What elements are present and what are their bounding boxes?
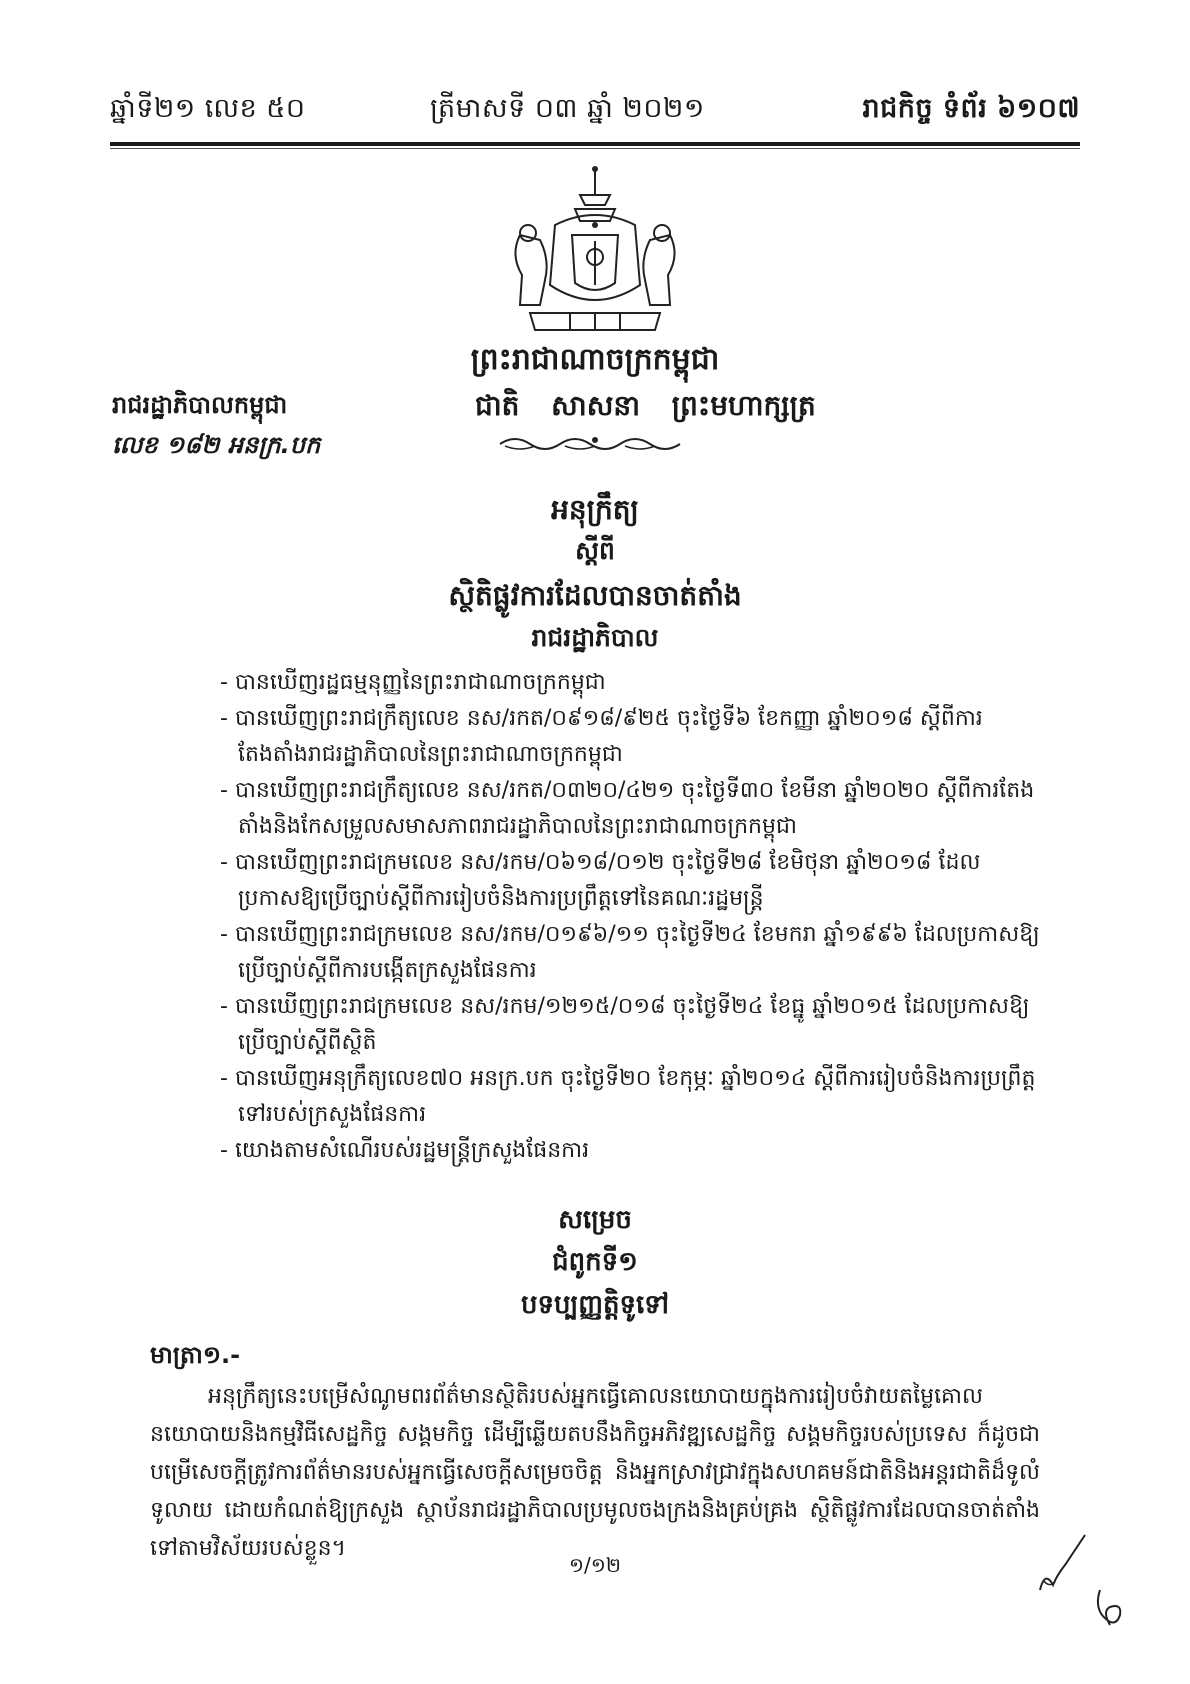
document-about: ស្តីពី: [575, 536, 615, 565]
header-rule: [110, 142, 1080, 146]
header-rule-thin: [110, 148, 1080, 149]
recital-item: - បានឃើញព្រះរាជក្រឹត្យលេខ នស/រកត/០៩១៨/៩២៥ ចុះថ្ងៃទី៦ ខែកញ្ញា ឆ្នាំ២០១៨ ស្តីពីការតែងតាំងរាជរដ្ឋាភិបាលនៃព្រះរាជាណាចក្រកម្ពុជា: [220, 706, 983, 767]
recital-item: - បានឃើញរដ្ឋធម្មនុញ្ញនៃព្រះរាជាណាចក្រកម្ពុជា: [220, 670, 606, 695]
recital-item: - បានឃើញព្រះរាជក្រមលេខ នស/រកម/១២១៥/០១៨ ចុះថ្ងៃទី២៤ ខែធ្នូ ឆ្នាំ២០១៥ ដែលប្រកាសឱ្យប្រើច្បាប់ស្តីពីស្ថិតិ: [220, 994, 1030, 1055]
page-number: ១/១២: [568, 1553, 622, 1577]
recitals-list: [220, 665, 1040, 1169]
ornament-divider-icon: [495, 432, 695, 454]
document-type: អនុក្រឹត្យ: [551, 493, 639, 526]
handwritten-mark-icon: [1090, 1585, 1130, 1635]
recital-item: - យោងតាមសំណើរបស់រដ្ឋមន្ត្រីក្រសួងផែនការ: [220, 1138, 590, 1163]
kingdom-title: ព្រះរាជាណាចក្រកម្ពុជា: [470, 342, 720, 377]
gazette-issue: ឆ្នាំទី២១ លេខ ៥០: [110, 93, 306, 124]
handwritten-initials-icon: [1035, 1530, 1090, 1600]
recital-item: - បានឃើញព្រះរាជក្រមលេខ នស/រកម/០៦១៨/០១២ ចុះថ្ងៃទី២៨ ខែមិថុនា ឆ្នាំ២០១៨ ដែលប្រកាសឱ្យប្រើច្បាប់ស្តីពីការរៀបចំនិងការប្រព្រឹត្តទៅនៃគណៈរដ្ឋមន្ត្រី: [220, 850, 981, 911]
royal-coat-of-arms-icon: [500, 165, 690, 335]
document-number: លេខ ១៨២ អនក្រ.បក: [112, 431, 321, 459]
gazette-quarter: ត្រីមាសទី ០៣ ឆ្នាំ ២០២១: [430, 93, 705, 124]
recital-item: - បានឃើញអនុក្រឹត្យលេខ៧០ អនក្រ.បក ចុះថ្ងៃទី២០ ខែកុម្ភៈ ឆ្នាំ២០១៤ ស្តីពីការរៀបចំនិងការប្រព្រឹត្តទៅរបស់ក្រសួងផែនការ: [220, 1066, 1036, 1127]
issuer-name: រាជរដ្ឋាភិបាលកម្ពុជា: [112, 391, 288, 419]
article-label: មាត្រា១.-: [150, 1341, 241, 1369]
national-motto: ជាតិ សាសនា ព្រះមហាក្សត្រ: [475, 389, 816, 422]
article-text: អនុក្រឹត្យនេះបម្រើសំណូមពរព័ត៌មានស្ថិតិរបស់អ្នកធ្វើគោលនយោបាយក្នុងការរៀបចំវាយតម្លៃគោលនយោបាយនិងកម្មវិធីសេដ្ឋកិច្ច សង្គមកិច្ច ដើម្បីឆ្លើយតបនឹងកិច្ចអភិវឌ្ឍសេដ្ឋកិច្ច សង្គមកិច្ចរបស់ប្រទេស ក៏ដូចជាបម្រើសេចក្តីត្រូវការព័ត៌មានរបស់អ្នកធ្វើសេចក្តីសម្រេចចិត្ត និងអ្នកស្រាវជ្រាវក្នុងសហគមន៍ជាតិនិងអន្តរជាតិដ៏ទូលំទូលាយ ដោយកំណត់ឱ្យក្រសួង ស្ថាប័នរាជរដ្ឋាភិបាលប្រមូលចងក្រងនិងគ្រប់គ្រង ស្ថិតិផ្លូវការដែលបានចាត់តាំងទៅតាមវិស័យរបស់ខ្លួន។: [150, 1384, 1040, 1561]
recital-item: - បានឃើញព្រះរាជក្រឹត្យលេខ នស/រកត/០៣២០/៤២១ ចុះថ្ងៃទី៣០ ខែមីនា ឆ្នាំ២០២០ ស្តីពីការតែងតាំងនិងកែសម្រួលសមាសភាពរាជរដ្ឋាភិបាលនៃព្រះរាជាណាចក្រកម្ពុជា: [220, 778, 1035, 839]
decision-heading: សម្រេច: [558, 1205, 632, 1235]
gazette-page: រាជកិច្ច ទំព័រ ៦១០៧: [862, 93, 1080, 124]
chapter-number: ជំពូកទី១: [552, 1247, 638, 1277]
recital-item: - បានឃើញព្រះរាជក្រមលេខ នស/រកម/០១៩៦/១១ ចុះថ្ងៃទី២៤ ខែមករា ឆ្នាំ១៩៩៦ ដែលប្រកាសឱ្យប្រើច្បាប់ស្តីពីការបង្កើតក្រសួងផែនការ: [220, 922, 1040, 983]
issuing-authority: រាជរដ្ឋាភិបាល: [531, 623, 659, 652]
chapter-title: បទប្បញ្ញត្តិទូទៅ: [520, 1290, 670, 1320]
document-subject: ស្ថិតិផ្លូវការដែលបានចាត់តាំង: [448, 579, 742, 612]
